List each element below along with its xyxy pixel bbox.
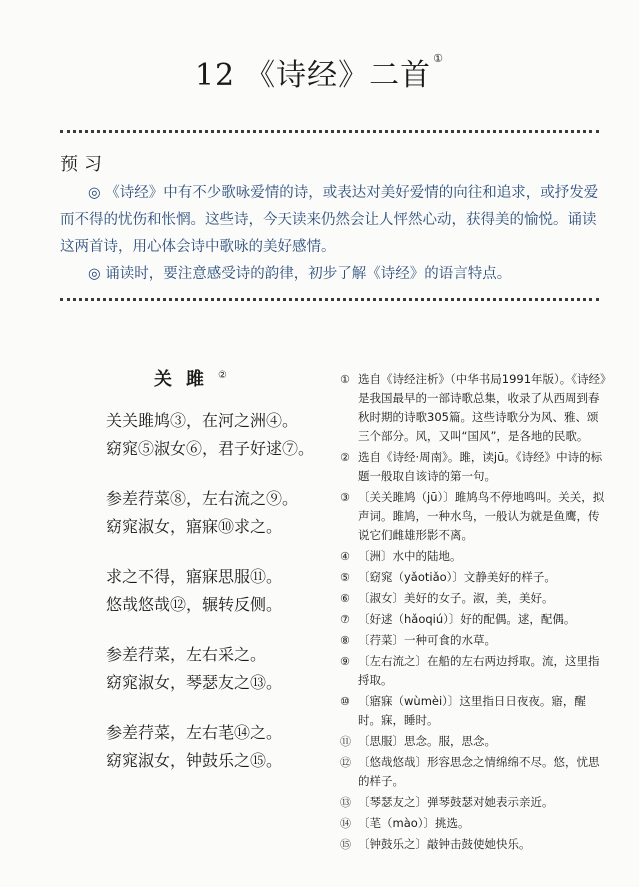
stanza	[106, 485, 316, 541]
stanza	[106, 719, 316, 775]
poem-line: 窈窕⑤淑女⑥，君子好逑⑦。	[106, 439, 315, 458]
footnote-number: ⑥	[340, 592, 350, 605]
footnote-text: 〔左右流之〕在船的左右两边捋取。流，这里指捋取。	[358, 654, 600, 687]
footnote-text: 〔思服〕思念。服，思念。	[358, 734, 496, 748]
footnote-text: 〔荇菜〕一种可食的水草。	[358, 633, 496, 647]
preview-paragraph: ◎ 诵读时，要注意感受诗的韵律，初步了解《诗经》的语言特点。	[88, 266, 512, 282]
footnote-number: ⑫	[340, 756, 351, 769]
footnote	[340, 610, 608, 629]
preview-heading: 预习	[60, 154, 108, 175]
footnote-text: 〔关关雎鸠（jū）〕雎鸠鸟不停地鸣叫。关关，拟声词。雎鸠，一种水鸟，一般认为就是鱼鹰，传说它们雌雄形影不离。	[358, 490, 605, 542]
preview-paragraph: ◎ 《诗经》中有不少歌咏爱情的诗，或表达对美好爱情的向往和追求，或抒发爱而不得的忧伤和怅惘。这些诗，今天读来仍然会让人怦然心动，获得美的愉悦。诵读这两首诗，用心体会诗中歌咏的美好感情。	[60, 185, 599, 255]
footnote-text: 〔琴瑟友之〕弹琴鼓瑟对她表示亲近。	[358, 795, 554, 809]
poem-line: 窈窕淑女，寤寐⑩求之。	[106, 517, 283, 536]
poem-title	[154, 365, 316, 391]
footnote	[340, 692, 608, 730]
footnote-number: ①	[340, 373, 350, 386]
footnote-number: ⑪	[340, 735, 351, 748]
footnote-number: ⑦	[340, 613, 350, 626]
footnote	[340, 568, 608, 587]
stanza	[106, 563, 316, 619]
footnote-number: ⑭	[340, 817, 351, 830]
footnotes	[340, 370, 608, 856]
footnote	[340, 732, 608, 751]
footnote-number: ⑬	[340, 796, 351, 809]
footnote-text: 〔窈窕（yǎotiǎo）〕文静美好的样子。	[358, 570, 556, 584]
footnote	[340, 488, 608, 545]
footnote-text: 〔淑女〕美好的女子。淑，美，美好。	[358, 591, 554, 605]
title-footnote-marker: ①	[433, 52, 445, 65]
poem-line: 求之不得，寤寐思服⑪。	[106, 567, 283, 586]
stanza	[106, 407, 316, 463]
poem-line: 参差荇菜，左右采之。	[106, 645, 267, 664]
poem-line: 参差荇菜⑧，左右流之⑨。	[106, 489, 299, 508]
footnote-text: 〔洲〕水中的陆地。	[358, 549, 462, 563]
poem-line: 窈窕淑女，钟鼓乐之⑮。	[106, 751, 283, 770]
lesson-title	[0, 50, 639, 94]
poem-line: 参差荇菜，左右芼⑭之。	[106, 723, 283, 742]
footnote-number: ②	[340, 451, 350, 464]
footnote-text: 〔钟鼓乐之〕敲钟击鼓使她快乐。	[358, 837, 531, 851]
poem-line: 关关雎鸠③，在河之洲④。	[106, 411, 299, 430]
footnote-text: 〔悠哉悠哉〕形容思念之情绵绵不尽。悠，忧思的样子。	[358, 755, 600, 788]
poem-title-text: 关雎	[154, 369, 218, 390]
lesson-title-text: 《诗经》二首	[245, 58, 432, 93]
footnote	[340, 448, 608, 486]
stanza	[106, 641, 316, 697]
footnote	[340, 589, 608, 608]
poem-body	[106, 407, 316, 775]
footnote-number: ⑤	[340, 571, 350, 584]
dotted-divider-bottom	[60, 298, 599, 301]
footnote	[340, 814, 608, 833]
footnote-text: 选自《诗经·周南》。雎，读jū。《诗经》中诗的标题一般取自该诗的第一句。	[358, 450, 603, 483]
footnote	[340, 547, 608, 566]
poem	[106, 365, 316, 797]
footnote-number: ⑨	[340, 655, 350, 668]
footnote-text: 〔芼（mào）〕挑选。	[358, 816, 470, 830]
footnote-text: 〔寤寐（wùmèi）〕这里指日日夜夜。寤，醒时。寐，睡时。	[358, 694, 586, 727]
footnote	[340, 793, 608, 812]
footnote-number: ④	[340, 550, 350, 563]
poem-line: 窈窕淑女，琴瑟友之⑬。	[106, 673, 283, 692]
footnote	[340, 631, 608, 650]
dotted-divider-top	[60, 130, 599, 133]
footnote	[340, 753, 608, 791]
footnote-text: 〔好逑（hǎoqiú）〕好的配偶。逑，配偶。	[358, 612, 576, 626]
footnote-text: 选自《诗经注析》（中华书局1991年版）。《诗经》是我国最早的一部诗歌总集，收录了从西周到春秋时期的诗歌305篇。这些诗歌分为风、雅、颂三个部分。风，又叫“国风”，是各地的民歌。	[358, 372, 606, 443]
preview-section	[60, 180, 599, 288]
lesson-number: 12	[194, 58, 236, 93]
footnote	[340, 652, 608, 690]
footnote-number: ⑩	[340, 695, 350, 708]
footnote-number: ③	[340, 491, 350, 504]
footnote-number: ⑮	[340, 838, 351, 851]
poem-line: 悠哉悠哉⑫，辗转反侧。	[106, 595, 283, 614]
footnote	[340, 835, 608, 854]
footnote-number: ⑧	[340, 634, 350, 647]
footnote	[340, 370, 608, 446]
poem-title-footnote-marker: ②	[218, 370, 227, 381]
